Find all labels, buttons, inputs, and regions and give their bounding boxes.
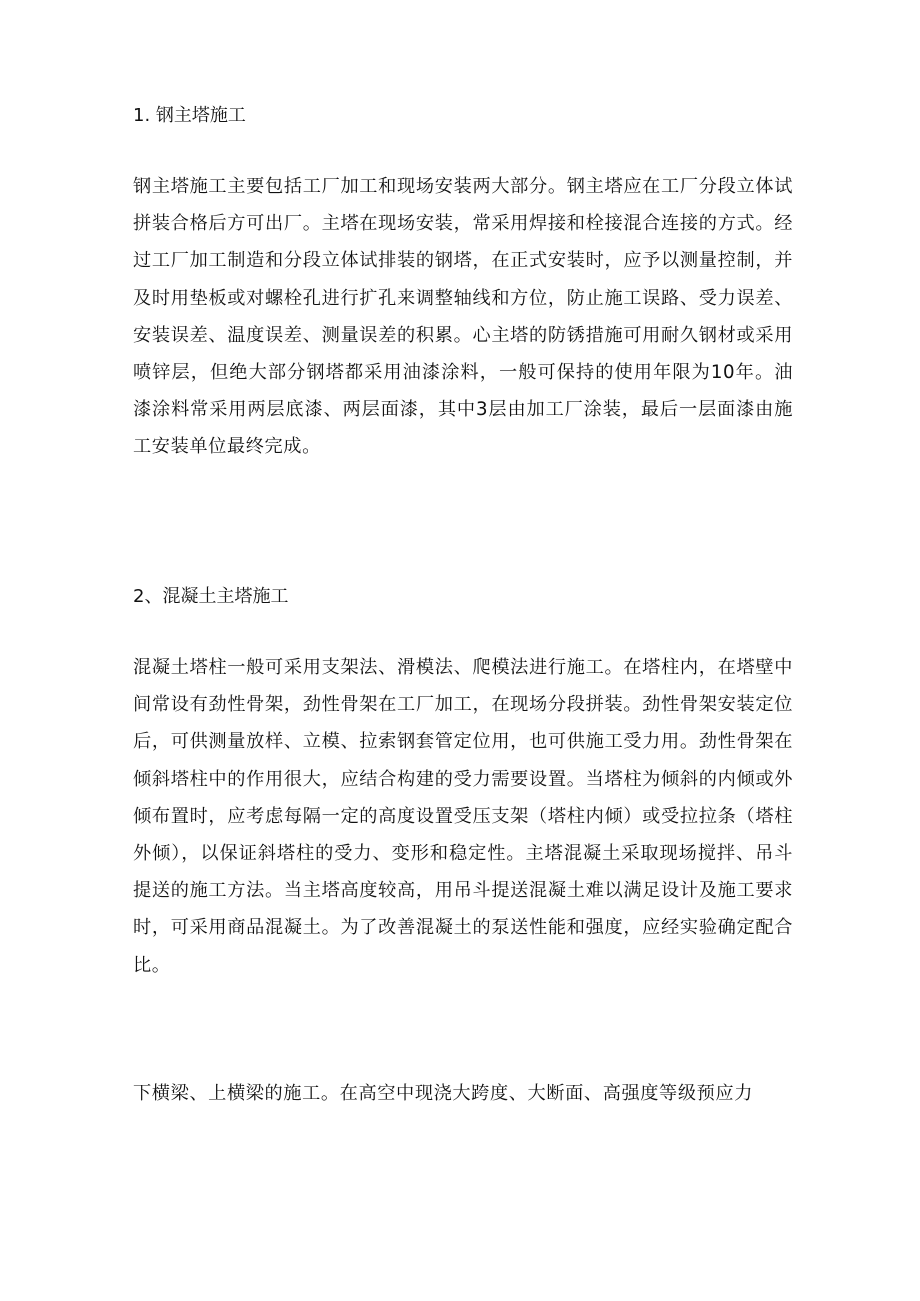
section-heading-steel-tower: 1. 钢主塔施工 (133, 105, 246, 126)
paragraph-concrete-tower: 混凝土塔柱一般可采用支架法、滑模法、爬模法进行施工。在塔柱内，在塔壁中间常设有劲性骨架，劲性骨架在工厂加工，在现场分段拼装。劲性骨架安装定位后，可供测量放样、立模、拉索钢套管定位用，也可供施工受力用。劲性骨架在倾斜塔柱中的作用很大，应结合构建的受力需要设置。当塔柱为倾斜的内倾或外倾布置时，应考虑每隔一定的高度设置受压支架（塔柱内倾）或受拉拉条（塔柱外倾），以保证斜塔柱的受力、变形和稳定性。主塔混凝土采取现场搅拌、吊斗提送的施工方法。当主塔高度较高，用吊斗提送混凝土难以满足设计及施工要求时，可采用商品混凝土。为了改善混凝土的泵送性能和强度，应经实验确定配合比。 (133, 657, 793, 976)
paragraph-steel-tower: 钢主塔施工主要包括工厂加工和现场安装两大部分。钢主塔应在工厂分段立体试拼装合格后方可出厂。主塔在现场安装，常采用焊接和栓接混合连接的方式。经过工厂加工制造和分段立体试排装的钢塔，在正式安装时，应予以测量控制，并及时用垫板或对螺栓孔进行扩孔来调整轴线和方位，防止施工误路、受力误差、安装误差、温度误差、测量误差的积累。心主塔的防锈措施可用耐久钢材或采用喷锌层，但绝大部分钢塔都采用油漆涂料，一般可保持的使用年限为10年。油漆涂料常采用两层底漆、两层面漆，其中3层由加工厂涂装，最后一层面漆由施工安装单位最终完成。 (133, 176, 793, 458)
section-heading-concrete-tower: 2、混凝土主塔施工 (133, 586, 289, 607)
paragraph-crossbeam: 下横梁、上横梁的施工。在高空中现浇大跨度、大断面、高强度等级预应力 (133, 1083, 753, 1104)
